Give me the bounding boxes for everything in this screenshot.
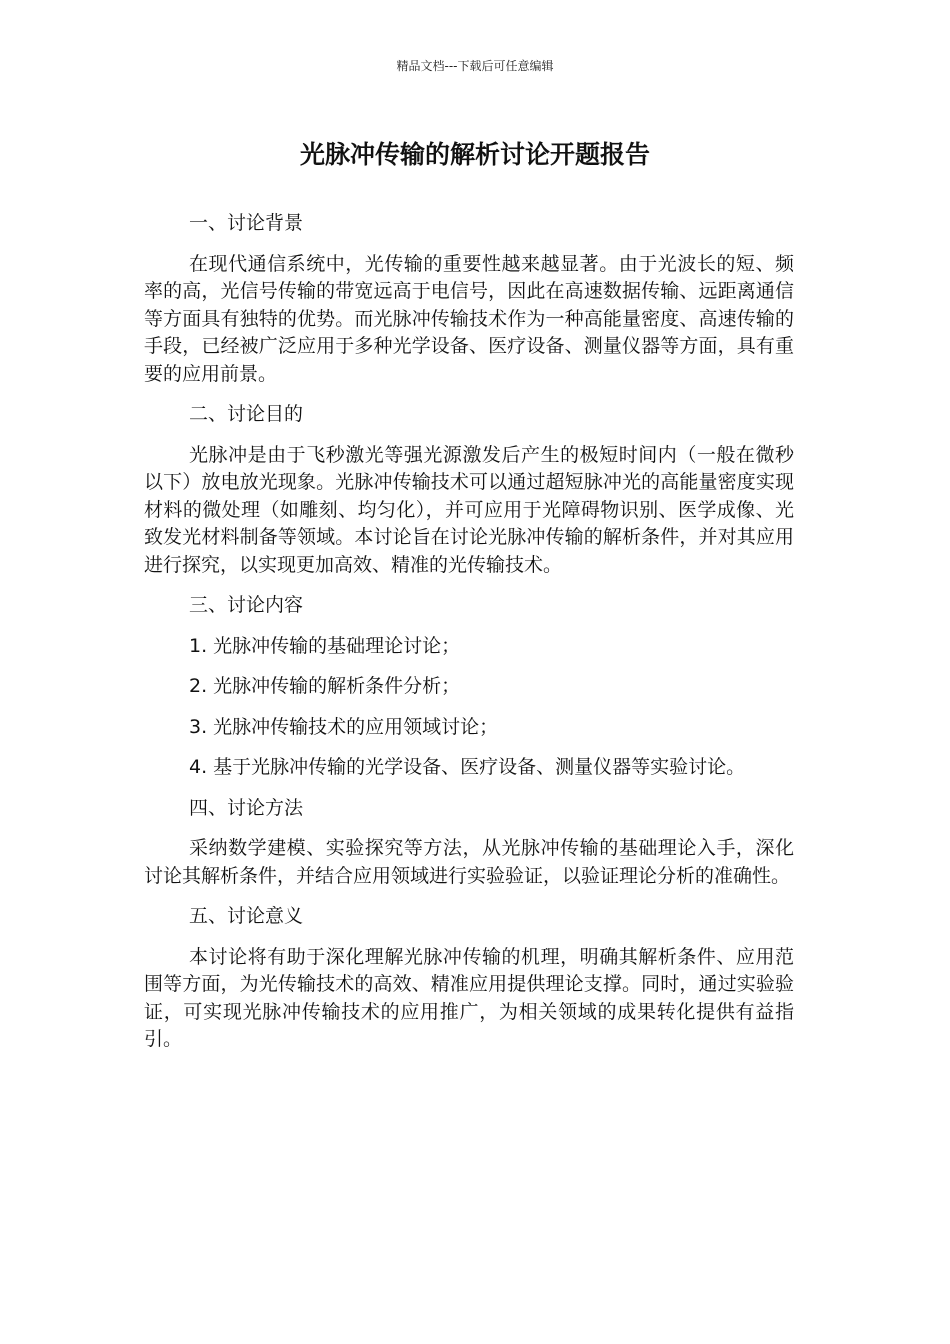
section-heading: 一、讨论背景 bbox=[189, 212, 304, 234]
page-header: 精品文档---下载后可任意编辑 bbox=[396, 59, 554, 73]
section-method bbox=[144, 795, 794, 891]
paragraph: 本讨论将有助于深化理解光脉冲传输的机理，明确其解析条件、应用范围等方面，为光传输技术的高效、精准应用提供理论支撑。同时，通过实验验证，可实现光脉冲传输技术的应用推广，为相关领域的成果转化提供有益指引。 bbox=[144, 945, 794, 1050]
document-body bbox=[144, 210, 794, 1067]
document-title: 光脉冲传输的解析讨论开题报告 bbox=[299, 140, 650, 169]
list-item: 1. 光脉冲传输的基础理论讨论； bbox=[189, 634, 461, 657]
section-heading: 四、讨论方法 bbox=[189, 796, 304, 819]
section-heading: 三、讨论内容 bbox=[189, 594, 304, 616]
list-item: 4. 基于光脉冲传输的光学设备、医疗设备、测量仪器等实验讨论。 bbox=[189, 756, 746, 778]
section-content bbox=[144, 592, 794, 782]
list-item: 3. 光脉冲传输技术的应用领域讨论； bbox=[189, 715, 499, 738]
paragraph: 光脉冲是由于飞秒激光等强光源激发后产生的极短时间内（一般在微秒以下）放电放光现象。光脉冲传输技术可以通过超短脉冲光的高能量密度实现材料的微处理（如雕刻、均匀化），并可应用于光障碍物识别、医学成像、光致发光材料制备等领域。本讨论旨在讨论光脉冲传输的解析条件，并对其应用进行探究，以实现更加高效、精准的光传输技术。 bbox=[144, 443, 794, 576]
list-item: 2. 光脉冲传输的解析条件分析； bbox=[189, 675, 461, 697]
section-heading: 五、讨论意义 bbox=[189, 905, 304, 927]
section-heading: 二、讨论目的 bbox=[189, 403, 304, 425]
section-purpose bbox=[144, 401, 794, 579]
section-significance bbox=[144, 903, 794, 1054]
paragraph: 在现代通信系统中，光传输的重要性越来越显著。由于光波长的短、频率的高，光信号传输的带宽远高于电信号，因此在高速数据传输、远距离通信等方面具有独特的优势。而光脉冲传输技术作为一种高能量密度、高速传输的手段，已经被广泛应用于多种光学设备、医疗设备、测量仪器等方面，具有重要的应用前景。 bbox=[144, 252, 794, 385]
section-background bbox=[144, 210, 794, 388]
paragraph: 采纳数学建模、实验探究等方法，从光脉冲传输的基础理论入手，深化讨论其解析条件，并结合应用领域进行实验验证，以验证理论分析的准确性。 bbox=[144, 837, 794, 887]
